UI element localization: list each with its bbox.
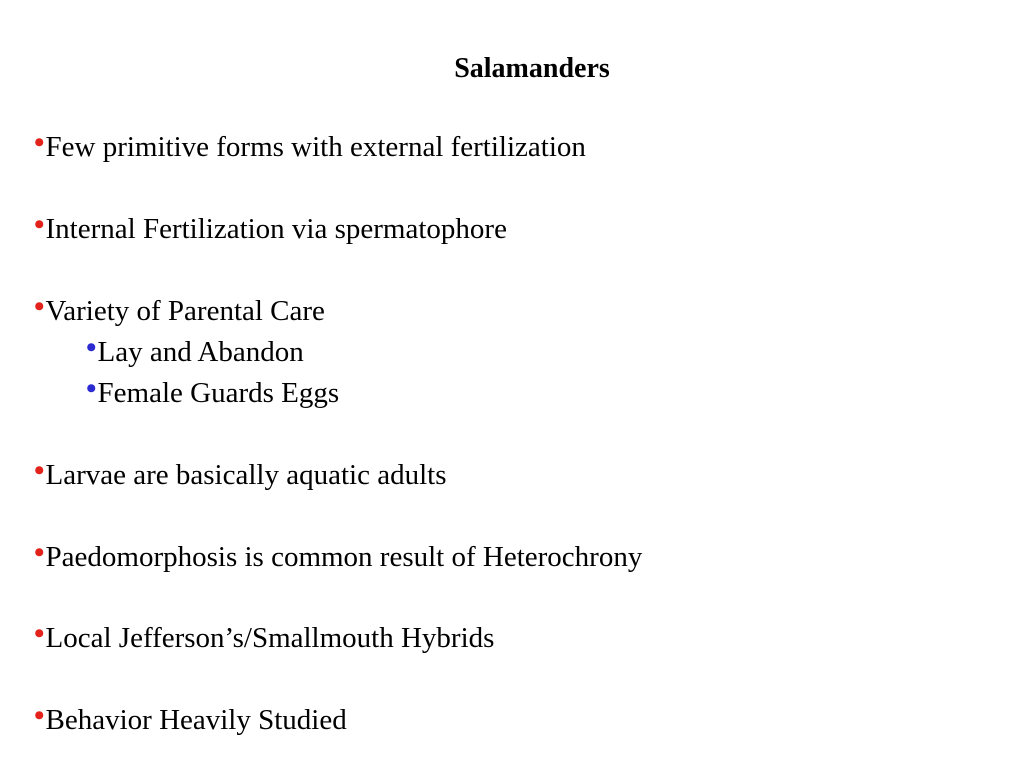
bullet-icon: • [34,290,45,323]
bullet-icon: • [34,536,45,569]
bullet-icon: • [34,126,45,159]
bullet-text: Few primitive forms with external fertilization [45,131,586,163]
sub-bullet-item [86,372,340,410]
bullet-text: Behavior Heavily Studied [45,704,347,736]
bullet-item [34,617,495,655]
bullet-item [34,126,586,164]
bullet-icon: • [34,454,45,487]
bullet-icon: • [34,699,45,732]
bullet-icon: • [34,617,45,650]
bullet-text: Larvae are basically aquatic adults [45,459,447,491]
sub-bullet-text: Female Guards Eggs [97,377,340,409]
bullet-item [34,290,325,328]
bullet-text: Local Jefferson’s/Smallmouth Hybrids [45,622,495,654]
bullet-item [34,208,507,246]
bullet-text: Paedomorphosis is common result of Heterochrony [45,541,643,573]
sub-bullet-icon: • [86,372,97,405]
sub-bullet-item [86,331,304,369]
bullet-item [34,699,347,737]
slide-title: Salamanders [454,53,610,84]
bullet-item [34,454,447,492]
bullet-item [34,536,643,574]
sub-bullet-text: Lay and Abandon [97,336,304,368]
bullet-text: Internal Fertilization via spermatophore [45,213,507,245]
bullet-text: Variety of Parental Care [45,295,325,327]
sub-bullet-icon: • [86,331,97,364]
bullet-icon: • [34,208,45,241]
